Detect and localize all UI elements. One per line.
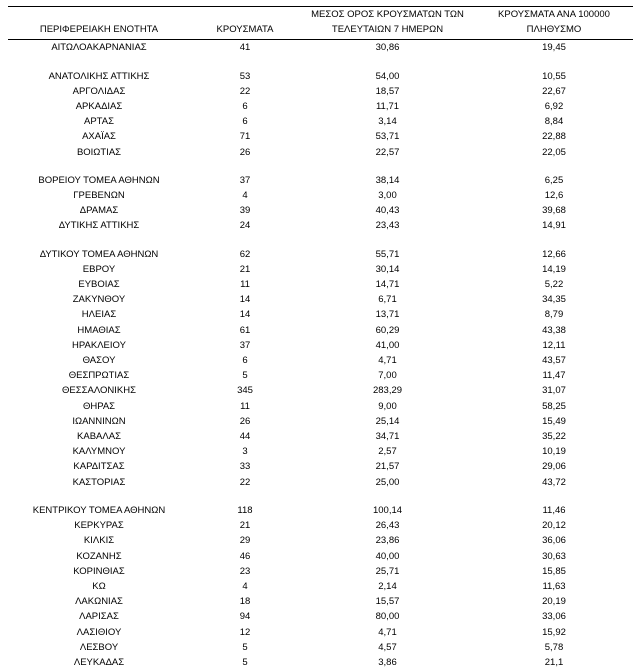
cell-region: ΚΕΡΚΥΡΑΣ <box>74 520 124 532</box>
cell-cases: 5 <box>242 656 248 668</box>
spacer-cell <box>8 490 633 503</box>
cell-avg7: 38,14 <box>375 174 400 186</box>
cell-avg7: 9,00 <box>378 400 397 412</box>
cell-cases: 11 <box>240 400 250 412</box>
cell-region: ΔΥΤΙΚΗΣ ΑΤΤΙΚΗΣ <box>58 220 140 232</box>
cell-avg7: 26,43 <box>375 520 400 532</box>
spacer-cell <box>8 234 633 247</box>
header-per100k-line2-text: ΠΛΗΘΥΣΜΟ <box>526 24 582 36</box>
table-row <box>8 99 633 114</box>
cell-per100k: 29,06 <box>542 461 566 473</box>
cell-region: ΑΡΓΟΛΙΔΑΣ <box>72 85 126 97</box>
cell-per100k: 43,38 <box>542 324 566 336</box>
cell-region: ΔΡΑΜΑΣ <box>79 205 119 217</box>
table-row-spacer <box>8 234 633 247</box>
cell-region: ΓΡΕΒΕΝΩΝ <box>73 190 125 202</box>
cell-region: ΛΑΣΙΘΙΟΥ <box>76 626 122 638</box>
header-avg7-line1-text: ΜΕΣΟΣ ΟΡΟΣ ΚΡΟΥΣΜΑΤΩΝ ΤΩΝ <box>311 9 464 20</box>
cell-per100k: 5,22 <box>544 279 564 291</box>
cell-region: ΚΙΛΚΙΣ <box>83 535 115 547</box>
cell-avg7: 34,71 <box>375 431 400 443</box>
table-row <box>8 368 633 383</box>
cell-avg7: 55,71 <box>375 248 400 260</box>
cell-cases: 53 <box>239 70 251 82</box>
cell-region: ΔΥΤΙΚΟΥ ΤΟΜΕΑ ΑΘΗΝΩΝ <box>39 248 159 260</box>
table-row <box>8 429 633 444</box>
table-row <box>8 173 633 188</box>
table-row <box>8 383 633 398</box>
table-row <box>8 414 633 429</box>
cell-cases: 4 <box>242 190 248 202</box>
cell-cases: 23 <box>239 565 251 577</box>
table-row-spacer <box>8 490 633 503</box>
table-row <box>8 518 633 533</box>
cell-region: ΕΥΒΟΙΑΣ <box>78 279 120 291</box>
cell-cases: 33 <box>239 461 251 473</box>
cell-region: ΘΗΡΑΣ <box>82 400 116 412</box>
cell-avg7: 23,86 <box>375 535 400 547</box>
cell-avg7: 25,71 <box>375 565 400 577</box>
header-avg7-line1 <box>300 7 475 22</box>
cell-cases: 46 <box>239 550 251 562</box>
cases-table <box>8 6 633 670</box>
cell-cases: 14 <box>239 309 251 321</box>
table-row <box>8 640 633 655</box>
header-cases-text: ΚΡΟΥΣΜΑΤΑ <box>216 24 274 36</box>
table-row-spacer <box>8 56 633 69</box>
cell-cases: 41 <box>239 42 251 54</box>
table-row <box>8 40 633 56</box>
cell-per100k: 22,05 <box>542 146 566 158</box>
cell-avg7: 3,14 <box>378 116 397 128</box>
table-row <box>8 84 633 99</box>
table-row <box>8 292 633 307</box>
cell-per100k: 15,92 <box>542 626 566 638</box>
table-row <box>8 114 633 129</box>
cell-region: ΛΕΥΚΑΔΑΣ <box>73 656 125 668</box>
cell-cases: 21 <box>239 263 251 275</box>
cell-per100k: 20,12 <box>542 520 566 532</box>
cell-per100k: 15,49 <box>542 415 566 427</box>
header-cases <box>190 22 300 40</box>
cell-per100k: 35,22 <box>542 431 566 443</box>
header-lower-row <box>8 22 633 40</box>
cell-region: ΗΛΕΙΑΣ <box>81 309 117 321</box>
cell-per100k: 10,19 <box>542 446 566 458</box>
cell-cases: 37 <box>239 174 251 186</box>
spacer-cell <box>8 160 633 173</box>
cell-cases: 24 <box>239 220 251 232</box>
cell-avg7: 3,00 <box>378 190 397 202</box>
table-row <box>8 609 633 624</box>
cell-region: ΑΙΤΩΛΟΑΚΑΡΝΑΝΙΑΣ <box>51 42 147 54</box>
cell-avg7: 11,71 <box>375 101 400 113</box>
table-row <box>8 323 633 338</box>
cell-per100k: 6,92 <box>544 101 564 113</box>
cell-region: ΚΟΖΑΝΗΣ <box>76 550 122 562</box>
cell-per100k: 11,47 <box>542 370 566 382</box>
cell-cases: 44 <box>239 431 251 443</box>
cell-avg7: 30,14 <box>375 263 400 275</box>
cell-region: ΒΟΙΩΤΙΑΣ <box>76 146 122 158</box>
cell-cases: 5 <box>242 370 248 382</box>
cell-per100k: 12,6 <box>544 190 564 202</box>
cell-region: ΑΡΤΑΣ <box>84 116 114 128</box>
cell-region: ΚΑΒΑΛΑΣ <box>77 431 121 443</box>
table-header <box>8 7 633 40</box>
cell-cases: 4 <box>242 580 248 592</box>
table-row <box>8 277 633 292</box>
header-per100k-line1 <box>475 7 633 22</box>
table-row <box>8 69 633 84</box>
table-row <box>8 564 633 579</box>
cell-avg7: 54,00 <box>375 70 400 82</box>
cell-avg7: 25,14 <box>375 415 400 427</box>
cell-avg7: 80,00 <box>375 611 400 623</box>
cell-region: ΚΟΡΙΝΘΙΑΣ <box>73 565 125 577</box>
cell-avg7: 40,43 <box>375 205 400 217</box>
cell-avg7: 25,00 <box>375 476 400 488</box>
cell-avg7: 4,71 <box>378 626 397 638</box>
cell-per100k: 11,46 <box>542 504 566 516</box>
header-avg7 <box>300 22 475 40</box>
cell-cases: 118 <box>237 504 253 516</box>
header-region <box>8 22 190 40</box>
table-row <box>8 307 633 322</box>
header-upper-row <box>8 7 633 22</box>
cell-per100k: 11,63 <box>542 580 566 592</box>
table-row <box>8 188 633 203</box>
table-row <box>8 218 633 233</box>
table-row <box>8 549 633 564</box>
cell-cases: 62 <box>239 248 251 260</box>
cell-cases: 39 <box>239 205 251 217</box>
cell-region: ΛΕΣΒΟΥ <box>79 641 119 653</box>
cell-avg7: 30,86 <box>375 42 400 54</box>
header-per100k <box>475 22 633 40</box>
cell-per100k: 21,1 <box>544 656 564 668</box>
cell-region: ΑΡΚΑΔΙΑΣ <box>75 101 123 113</box>
cell-per100k: 31,07 <box>542 385 566 397</box>
cell-region: ΘΕΣΠΡΩΤΙΑΣ <box>68 370 130 382</box>
cell-region: ΚΑΛΥΜΝΟΥ <box>72 446 126 458</box>
cell-cases: 14 <box>239 294 251 306</box>
cell-avg7: 2,57 <box>378 446 397 458</box>
header-region-blank <box>8 7 190 22</box>
cell-per100k: 39,68 <box>542 205 566 217</box>
cell-avg7: 40,00 <box>375 550 400 562</box>
cell-per100k: 30,63 <box>542 550 566 562</box>
cell-per100k: 34,35 <box>542 294 566 306</box>
table-row <box>8 262 633 277</box>
header-per100k-line1-text: ΚΡΟΥΣΜΑΤΑ ΑΝΑ 100000 <box>498 9 610 20</box>
cell-per100k: 22,67 <box>542 85 566 97</box>
table-row <box>8 655 633 670</box>
cell-region: ΗΜΑΘΙΑΣ <box>77 324 121 336</box>
cell-cases: 18 <box>239 596 251 608</box>
cell-per100k: 12,11 <box>542 339 566 351</box>
cell-per100k: 14,19 <box>542 263 566 275</box>
cell-region: ΚΑΣΤΟΡΙΑΣ <box>72 476 126 488</box>
header-avg7-line2-text: ΤΕΛΕΥΤΑΙΩΝ 7 ΗΜΕΡΩΝ <box>331 24 444 36</box>
table-row <box>8 338 633 353</box>
cell-cases: 26 <box>239 415 251 427</box>
cell-region: ΛΑΚΩΝΙΑΣ <box>75 596 123 608</box>
table-row <box>8 145 633 160</box>
cell-region: ΘΑΣΟΥ <box>82 355 116 367</box>
cell-per100k: 14,91 <box>542 220 566 232</box>
cell-per100k: 19,45 <box>542 42 566 54</box>
table-body <box>8 40 633 670</box>
cell-avg7: 21,57 <box>375 461 400 473</box>
cell-per100k: 20,19 <box>542 596 566 608</box>
cell-per100k: 10,55 <box>542 70 566 82</box>
table-row <box>8 399 633 414</box>
header-region-text: ΠΕΡΙΦΕΡΕΙΑΚΗ ΕΝΟΤΗΤΑ <box>39 24 159 36</box>
cell-cases: 61 <box>239 324 251 336</box>
spacer-cell <box>8 56 633 69</box>
cell-per100k: 22,88 <box>542 131 566 143</box>
cell-cases: 22 <box>239 476 251 488</box>
cell-region: ΚΩ <box>92 580 106 592</box>
cell-region: ΙΩΑΝΝΙΝΩΝ <box>72 415 126 427</box>
cell-avg7: 22,57 <box>375 146 400 158</box>
cell-per100k: 8,79 <box>544 309 564 321</box>
table-row-spacer <box>8 160 633 173</box>
cell-per100k: 58,25 <box>542 400 566 412</box>
cell-avg7: 7,00 <box>378 370 397 382</box>
table-row <box>8 203 633 218</box>
cell-avg7: 53,71 <box>375 131 400 143</box>
cell-avg7: 41,00 <box>375 339 400 351</box>
cell-avg7: 60,29 <box>375 324 400 336</box>
cell-per100k: 8,84 <box>544 116 564 128</box>
cell-region: ΕΒΡΟΥ <box>82 263 116 275</box>
cell-cases: 22 <box>239 85 251 97</box>
cell-region: ΗΡΑΚΛΕΙΟΥ <box>72 339 126 351</box>
cell-region: ΘΕΣΣΑΛΟΝΙΚΗΣ <box>62 385 136 397</box>
cell-avg7: 283,29 <box>372 385 403 397</box>
cell-region: ΖΑΚΥΝΘΟΥ <box>72 294 126 306</box>
cell-cases: 29 <box>239 535 251 547</box>
cell-cases: 3 <box>242 446 248 458</box>
table-row <box>8 353 633 368</box>
cell-cases: 37 <box>239 339 251 351</box>
table-row <box>8 475 633 490</box>
cell-avg7: 4,71 <box>378 355 397 367</box>
table-row <box>8 533 633 548</box>
cell-cases: 345 <box>237 385 253 397</box>
table-row <box>8 129 633 144</box>
cell-per100k: 5,78 <box>544 641 564 653</box>
cell-per100k: 43,72 <box>542 476 566 488</box>
cell-avg7: 4,57 <box>378 641 397 653</box>
cell-per100k: 6,25 <box>544 174 564 186</box>
cell-cases: 5 <box>242 641 248 653</box>
cell-cases: 71 <box>239 131 251 143</box>
cell-per100k: 12,66 <box>542 248 566 260</box>
table-row <box>8 625 633 640</box>
cell-avg7: 100,14 <box>372 504 403 516</box>
cell-avg7: 3,86 <box>378 656 397 668</box>
cell-avg7: 6,71 <box>378 294 397 306</box>
cell-cases: 6 <box>242 101 248 113</box>
cell-cases: 12 <box>239 626 251 638</box>
table-row <box>8 503 633 518</box>
cell-region: ΒΟΡΕΙΟΥ ΤΟΜΕΑ ΑΘΗΝΩΝ <box>38 174 160 186</box>
cell-avg7: 13,71 <box>375 309 400 321</box>
cell-region: ΑΧΑΪΑΣ <box>82 131 116 143</box>
cell-per100k: 33,06 <box>542 611 566 623</box>
cell-region: ΚΕΝΤΡΙΚΟΥ ΤΟΜΕΑ ΑΘΗΝΩΝ <box>32 504 166 516</box>
table-row <box>8 459 633 474</box>
cell-cases: 21 <box>239 520 251 532</box>
cell-avg7: 2,14 <box>378 580 397 592</box>
cell-per100k: 43,57 <box>542 355 566 367</box>
table-row <box>8 247 633 262</box>
cell-per100k: 36,06 <box>542 535 566 547</box>
table-row <box>8 579 633 594</box>
cell-avg7: 15,57 <box>375 596 400 608</box>
cell-cases: 11 <box>240 279 250 291</box>
cell-cases: 6 <box>242 116 248 128</box>
cell-cases: 6 <box>242 355 248 367</box>
table-row <box>8 444 633 459</box>
cell-per100k: 15,85 <box>542 565 566 577</box>
cell-cases: 26 <box>239 146 251 158</box>
table-row <box>8 594 633 609</box>
cell-avg7: 18,57 <box>375 85 400 97</box>
cell-region: ΚΑΡΔΙΤΣΑΣ <box>73 461 125 473</box>
cell-cases: 94 <box>239 611 251 623</box>
header-cases-blank <box>190 7 300 22</box>
cell-region: ΑΝΑΤΟΛΙΚΗΣ ΑΤΤΙΚΗΣ <box>48 70 150 82</box>
cell-avg7: 14,71 <box>375 279 400 291</box>
cell-avg7: 23,43 <box>375 220 400 232</box>
cell-region: ΛΑΡΙΣΑΣ <box>79 611 119 623</box>
